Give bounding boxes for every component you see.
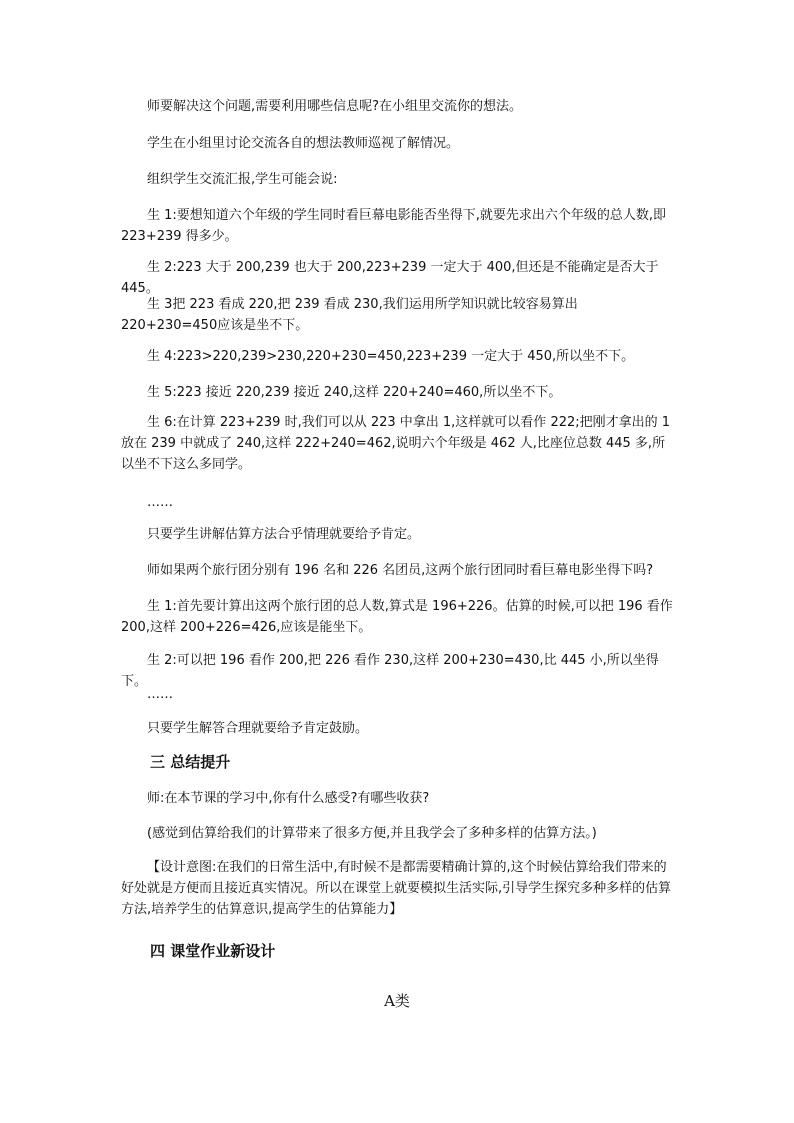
paragraph: 只要学生讲解估算方法合乎情理就要给予肯定。 [147, 527, 421, 542]
section-heading: 四 课堂作业新设计 [150, 942, 276, 960]
ellipsis: …… [147, 495, 173, 510]
paragraph: 生 2:可以把 196 看作 200,把 226 看作 230,这样 200+230=430,比 445 小,所以坐得下。 [121, 653, 659, 689]
paragraph: 生 3把 223 看成 220,把 239 看成 230,我们运用所学知识就比较容易算出 220+230=450应该是坐不下。 [121, 297, 578, 333]
paragraph: 生 6:在计算 223+239 时,我们可以从 223 中拿出 1,这样就可以看作 222;把刚才拿出的 1 放在 239 中就成了 240,这样 222+240=462,说明六个年级是 462 人,比座位总数 445 多,所以坐不下这么多同学。 [121, 415, 671, 472]
paragraph: 师如果两个旅行团分别有 196 名和 226 名团员,这两个旅行团同时看巨幕电影坐得下吗? [147, 563, 654, 578]
paragraph: 生 1:首先要计算出这两个旅行团的总人数,算式是 196+226。估算的时候,可以把 196 看作 200,这样 200+226=426,应该是能坐下。 [121, 599, 673, 635]
paragraph: (感觉到估算给我们的计算带来了很多方便,并且我学会了多种多样的估算方法。) [147, 826, 597, 841]
ellipsis: …… [147, 687, 173, 702]
paragraph: 组织学生交流汇报,学生可能会说: [147, 172, 338, 187]
paragraph: 师要解决这个问题,需要利用哪些信息呢?在小组里交流你的想法。 [147, 99, 523, 114]
category-label: A类 [384, 992, 410, 1010]
paragraph: 生 1:要想知道六个年级的学生同时看巨幕电影能否坐得下,就要先求出六个年级的总人数,即 223+239 得多少。 [121, 208, 667, 244]
paragraph: 生 4:223>220,239>230,220+230=450,223+239 一定大于 450,所以坐不下。 [147, 349, 635, 364]
paragraph: 只要学生解答合理就要给予肯定鼓励。 [147, 721, 369, 736]
section-heading: 三 总结提升 [150, 753, 231, 771]
paragraph: 师:在本节课的学习中,你有什么感受?有哪些收获? [147, 791, 430, 806]
paragraph: 生 2:223 大于 200,239 也大于 200,223+239 一定大于 400,但还是不能确定是否大于 445。 [121, 260, 659, 296]
paragraph: 生 5:223 接近 220,239 接近 240,这样 220+240=460,所以坐不下。 [147, 385, 562, 400]
paragraph: 学生在小组里讨论交流各自的想法教师巡视了解情况。 [147, 136, 460, 151]
design-intent-paragraph: 【设计意图:在我们的日常生活中,有时候不是都需要精确计算的,这个时候估算给我们带来的好处就是方便而且接近真实情况。所以在课堂上就要模拟生活实际,引导学生探究多种多样的估算方法,培养学生的估算意识,提高学生的估算能力】 [121, 860, 672, 917]
